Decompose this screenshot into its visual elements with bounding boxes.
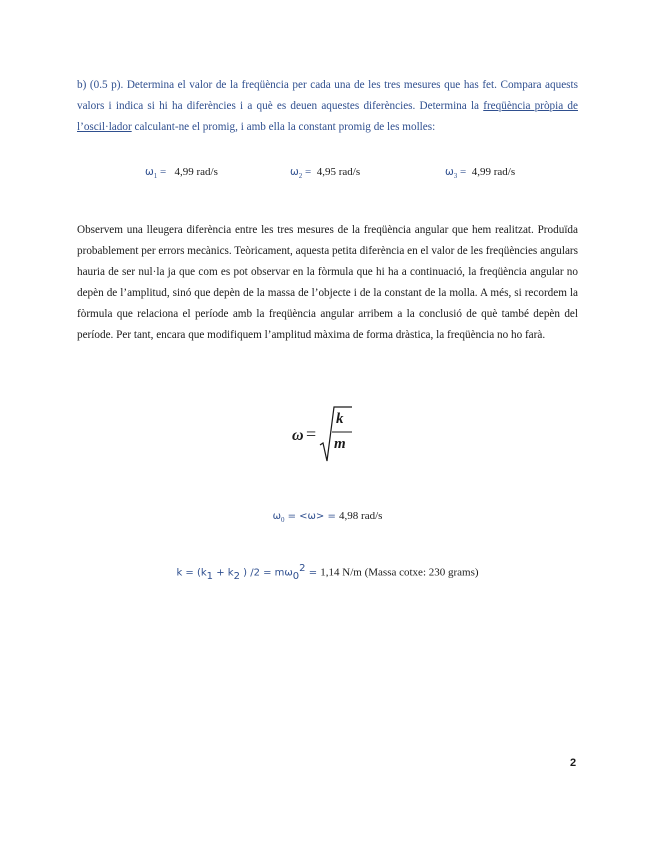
omega-1-value: 4,99 rad/s — [174, 166, 218, 178]
omega-1-index: 1 — [153, 172, 158, 181]
formula-numerator: k — [336, 411, 344, 427]
omega-2-index: 2 — [298, 172, 303, 181]
k-line — [0, 563, 655, 582]
formula-lhs: ω — [292, 427, 304, 444]
k-line-plus: + k — [213, 567, 234, 579]
omega-1-symbol: ω — [145, 166, 154, 178]
omega-3-value: 4,99 rad/s — [471, 166, 516, 178]
question-suffix: calculant-ne el promig, i amb ella la constant promig de les molles: — [131, 121, 436, 133]
question-link[interactable]: freqüència pròpia de l’oscil·lador — [77, 100, 578, 133]
omega0-sub: 0 — [280, 516, 285, 525]
omega-1-eq: = — [157, 166, 167, 178]
omega0-value: 4,98 rad/s — [339, 510, 383, 522]
formula-denominator: m — [334, 436, 346, 452]
k-line-s2: 2 — [233, 570, 240, 582]
omega0-symbol: ω — [272, 511, 281, 522]
omega0-mid: = <ω> = — [284, 511, 340, 522]
question-prefix: b) (0.5 p). Determina el valor de la freqüència per cada una de les tres mesures que has fet. Compara aquests valors i indica si hi ha diferències i a què es deuen aquestes diferències. Determina la — [77, 79, 578, 112]
answer-paragraph: Observem una lleugera diferència entre les tres mesures de la freqüència angular que hem realitzat. Produïda probablement per errors mecànics. Teòricament, aquesta petita diferència en el valor de les freqüències angulars hauria de ser nul·la ja que com es pot observar en la fòrmula que hi ha a continuació, la freqüència angular no depèn de l’amplitud, sinó que depèn de la massa de l’objecte i de la constant de la molla. A més, si recordem la fòrmula que relaciona el període amb la freqüència angular arribem a la conclusió de què també depèn del període. Per tant, encara que modifiquem l’amplitud màxima de forma dràstica, la freqüència no ho farà. — [77, 224, 578, 341]
k-line-rest: ) /2 = mω — [239, 567, 293, 579]
omega-3-eq: = — [457, 166, 467, 178]
k-line-s1: 1 — [206, 570, 214, 582]
omega-2 — [290, 166, 360, 180]
k-line-lhs: k = (k — [176, 567, 207, 579]
k-line-sub0: 0 — [292, 570, 300, 582]
omega-3 — [445, 166, 515, 180]
question-text — [77, 75, 578, 138]
omega-2-value: 4,95 rad/s — [316, 166, 361, 178]
k-line-sup2: 2 — [299, 563, 306, 574]
omega-1 — [145, 166, 218, 180]
page-number: 2 — [570, 757, 577, 769]
omega0-line — [0, 510, 655, 524]
k-line-eq: = — [305, 567, 321, 579]
omega-3-symbol: ω — [445, 166, 454, 178]
omega-3-index: 3 — [453, 172, 458, 181]
omega-formula — [292, 405, 362, 463]
formula-equals: = — [306, 424, 317, 444]
omega-2-symbol: ω — [290, 166, 299, 178]
k-line-value: 1,14 N/m (Massa cotxe: 230 grams) — [320, 566, 479, 579]
omega-2-eq: = — [302, 166, 312, 178]
